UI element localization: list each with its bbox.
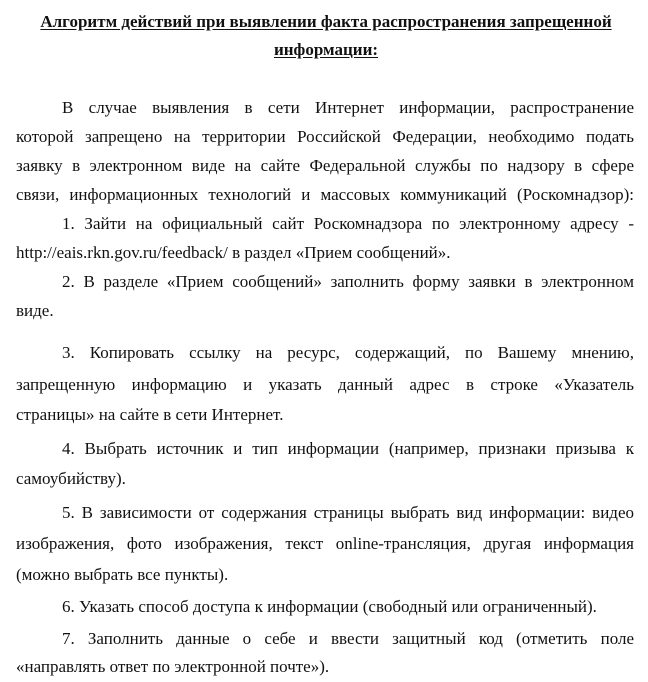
step-5-line-3: (можно выбрать все пункты). (16, 565, 229, 584)
step-3-line-2: запрещенную информацию и указать данный адрес в строке «Указатель (16, 375, 634, 394)
step-7-line-2: «направлять ответ по электронной почте»). (16, 657, 330, 676)
document-title (18, 8, 634, 64)
intro-line-3: заявку в электронном виде на сайте Федеральной службы по надзору в сфере (16, 156, 634, 175)
step-4-line-1: 4. Выбрать источник и тип информации (например, признаки призыва к (62, 439, 634, 458)
step-1-line-2 (16, 242, 634, 264)
step-5-line-1: 5. В зависимости от содержания страницы выбрать вид информации: видео (62, 503, 634, 522)
title-line-1: Алгоритм действий при выявлении факта распространения запрещенной (40, 12, 612, 31)
step-1-line-2-tail: в раздел «Прием сообщений». (232, 243, 451, 262)
step-2-line-1: 2. В разделе «Прием сообщений» заполнить форму заявки в электронном (62, 272, 634, 291)
step-3-line-1: 3. Копировать ссылку на ресурс, содержащий, по Вашему мнению, (62, 343, 634, 362)
step-3-line-3: страницы» на сайте в сети Интернет. (16, 405, 284, 424)
step-2-line-2: виде. (16, 301, 54, 320)
step-4-line-2: самоубийству). (16, 469, 126, 488)
title-line-2: информации: (273, 40, 379, 59)
feedback-link[interactable]: http://eais.rkn.gov.ru/feedback/ (16, 243, 228, 262)
step-1-line-1: 1. Зайти на официальный сайт Роскомнадзора по электронному адресу - (62, 214, 634, 233)
intro-line-4: связи, информационных технологий и массовых коммуникаций (Роскомнадзор): (16, 185, 634, 204)
step-5-line-2: изображения, фото изображения, текст online-трансляция, другая информация (16, 534, 634, 553)
intro-line-1: В случае выявления в сети Интернет информации, распространение (62, 98, 634, 117)
step-7-line-1: 7. Заполнить данные о себе и ввести защитный код (отметить поле (62, 629, 634, 648)
step-6-line-1: 6. Указать способ доступа к информации (свободный или ограниченный). (62, 597, 597, 616)
intro-line-2: которой запрещено на территории Российской Федерации, необходимо подать (16, 127, 634, 146)
